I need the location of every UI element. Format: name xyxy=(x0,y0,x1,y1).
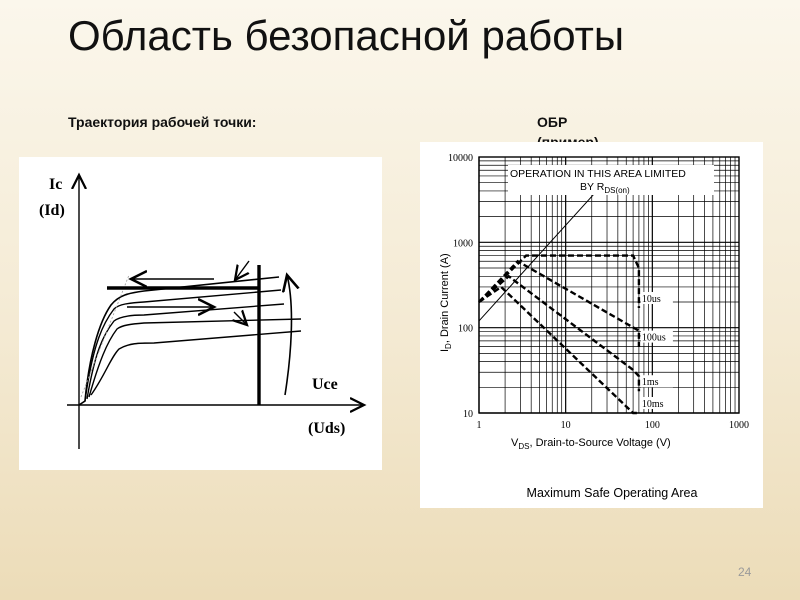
trajectory-diagram-panel xyxy=(19,157,382,470)
soa-label-line1: ОБР xyxy=(537,114,568,130)
plot-frame xyxy=(479,157,739,413)
trajectory-label: Траектория рабочей точки: xyxy=(68,114,257,130)
y-axis-title: $I_D$, Drain Current (A) xyxy=(439,253,453,352)
output-curve-5 xyxy=(91,331,301,395)
soa-series-label-100us: 100us xyxy=(641,332,666,344)
output-curve-4 xyxy=(89,319,301,397)
soa-chart-panel xyxy=(420,142,763,508)
slide-title: Область безопасной работы xyxy=(68,12,625,59)
x-tick-label: 10 xyxy=(560,420,571,431)
load-line-faint xyxy=(81,275,129,397)
soa-series-label-1ms: 1ms xyxy=(641,377,659,389)
soa-series-10ms xyxy=(479,287,639,413)
arrow-curved-up xyxy=(285,275,291,395)
soa-series-100us xyxy=(479,261,639,346)
x-tick-label: 1 xyxy=(476,420,482,431)
y-tick-label: 100 xyxy=(458,323,473,335)
chart-series-labels xyxy=(641,292,673,410)
soa-series-label-10ms: 10ms xyxy=(641,399,664,410)
trajectory-diagram xyxy=(19,157,382,470)
arrow-diag-up xyxy=(235,261,249,280)
y-tick-label: 10000 xyxy=(448,153,473,164)
x-tick-label: 100 xyxy=(644,420,660,431)
y-axis-label-ic: Ic xyxy=(49,176,63,193)
annotation-line1: OPERATION IN THIS AREA LIMITED xyxy=(510,168,686,180)
x-axis-label-uds: (Uds) xyxy=(308,420,346,437)
soa-series-label-10us: 10us xyxy=(641,294,661,306)
x-tick-label: 1000 xyxy=(729,420,749,431)
annotation-line2: BY $R_{DS(on)}$ xyxy=(580,181,630,195)
x-axis-title: $V_{DS}$, Drain-to-Source Voltage (V) xyxy=(511,437,671,451)
chart-grid xyxy=(479,157,739,413)
x-axis-label-uce: Uce xyxy=(312,376,338,393)
soa-chart xyxy=(420,142,763,508)
chart-title: Maximum Safe Operating Area xyxy=(526,486,698,500)
soa-series-1ms xyxy=(479,276,639,391)
chart-series xyxy=(479,168,639,413)
y-axis-label-id: (Id) xyxy=(39,202,65,219)
arrow-diag-down xyxy=(234,312,247,325)
page-number: 24 xyxy=(738,565,752,579)
y-tick-label: 10 xyxy=(463,409,473,420)
y-tick-label: 1000 xyxy=(453,238,473,250)
